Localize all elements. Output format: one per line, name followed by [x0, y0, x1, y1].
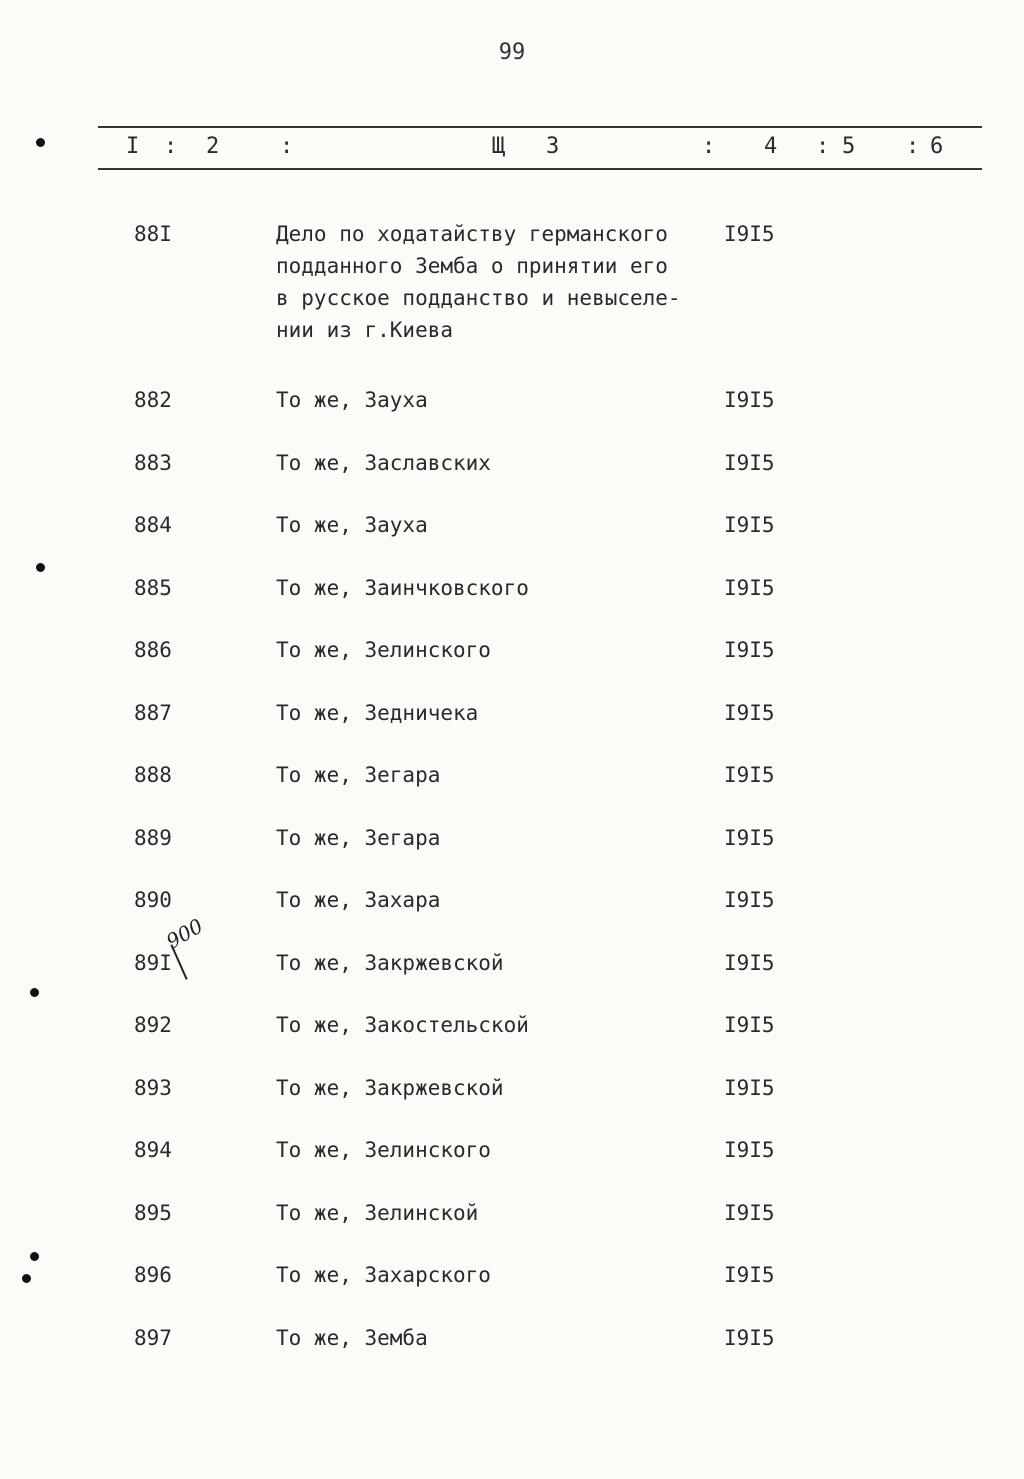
record-title: То же, Захарского — [276, 1263, 491, 1287]
record-title: То же, Зауха — [276, 513, 428, 537]
record-year: I9I5 — [724, 825, 775, 850]
list-item — [0, 1009, 1024, 1072]
record-number: 89I — [134, 950, 172, 975]
list-item — [0, 447, 1024, 510]
record-number: 882 — [134, 388, 172, 412]
record-number: 889 — [134, 825, 172, 850]
header-col3-prefix: Щ — [492, 134, 506, 159]
header-sep: : — [280, 134, 294, 159]
record-title: То же, Зелинской — [276, 1200, 479, 1225]
record-title: То же, Зедничека — [276, 700, 479, 725]
header-col1: I — [126, 134, 140, 159]
record-year: I9I5 — [724, 1200, 775, 1225]
record-year: I9I5 — [724, 1013, 775, 1037]
record-number: 893 — [134, 1075, 172, 1100]
header-top-rule — [98, 126, 982, 128]
record-title: То же, Закостельской — [276, 1013, 529, 1037]
list-item — [0, 1072, 1024, 1135]
record-number: 895 — [134, 1200, 172, 1225]
record-number: 894 — [134, 1138, 172, 1162]
record-title: То же, Зауха — [276, 388, 428, 412]
record-number: 886 — [134, 638, 172, 662]
record-year: I9I5 — [724, 1075, 775, 1100]
list-item — [0, 1259, 1024, 1322]
list-item — [0, 634, 1024, 697]
list-item — [0, 697, 1024, 760]
record-year: I9I5 — [724, 1263, 775, 1287]
record-year: I9I5 — [724, 388, 775, 412]
record-title: То же, Закржевской — [276, 950, 504, 975]
record-title: Дело по ходатайству германского подданного Земба о принятии его в русское подданство и невыселе- нии из г.Киева — [276, 222, 681, 342]
record-number: 892 — [134, 1013, 172, 1037]
header-bottom-rule — [98, 168, 982, 170]
header-sep: : — [816, 134, 830, 159]
list-item — [0, 913, 1024, 1010]
record-number: 887 — [134, 700, 172, 725]
page-number: 99 — [498, 40, 526, 65]
record-title: То же, Зелинского — [276, 638, 491, 662]
record-title: То же, Зегара — [276, 763, 441, 787]
record-year: I9I5 — [724, 575, 775, 600]
list-item — [0, 218, 1024, 384]
punch-hole — [30, 988, 39, 997]
header-col5: 5 — [842, 134, 856, 159]
punch-hole — [22, 1274, 31, 1283]
record-title: То же, Земба — [276, 1325, 428, 1350]
record-number: 897 — [134, 1325, 172, 1350]
record-year: I9I5 — [724, 1325, 775, 1350]
punch-hole — [30, 1252, 39, 1261]
list-item — [0, 384, 1024, 447]
record-year: I9I5 — [724, 763, 775, 787]
header-col3: 3 — [546, 134, 560, 159]
record-number: 883 — [134, 450, 172, 475]
punch-hole — [36, 138, 45, 147]
record-number: 888 — [134, 763, 172, 787]
record-number: 884 — [134, 513, 172, 537]
record-year: I9I5 — [724, 888, 775, 912]
list-item — [0, 509, 1024, 572]
list-item — [0, 884, 1024, 947]
header-sep: : — [906, 134, 920, 159]
list-item — [0, 1134, 1024, 1197]
record-year: I9I5 — [724, 700, 775, 725]
record-number: 88I — [134, 222, 172, 246]
handwritten-annotation: 900 — [162, 913, 208, 954]
record-title: То же, Зелинского — [276, 1138, 491, 1162]
record-year: I9I5 — [724, 222, 775, 246]
list-item — [0, 1197, 1024, 1260]
record-year: I9I5 — [724, 950, 775, 975]
record-year: I9I5 — [724, 638, 775, 662]
record-year: I9I5 — [724, 450, 775, 475]
table-header — [98, 134, 982, 164]
record-year: I9I5 — [724, 513, 775, 537]
record-number: 885 — [134, 575, 172, 600]
punch-hole — [36, 563, 45, 572]
header-col6: 6 — [930, 134, 944, 159]
record-title: То же, Заславских — [276, 450, 491, 475]
record-title: То же, Зегара — [276, 825, 441, 850]
record-number: 890 — [134, 888, 172, 912]
list-item — [0, 1322, 1024, 1385]
list-item — [0, 572, 1024, 635]
record-number: 896 — [134, 1263, 172, 1287]
record-title: То же, Захара — [276, 888, 441, 912]
header-col4: 4 — [764, 134, 778, 159]
record-list — [0, 218, 1024, 1384]
list-item — [0, 759, 1024, 822]
record-title: То же, Закржевской — [276, 1075, 504, 1100]
header-col2: 2 — [206, 134, 220, 159]
header-sep: : — [164, 134, 178, 159]
record-title: То же, Заинчковского — [276, 575, 529, 600]
header-sep: : — [702, 134, 716, 159]
list-item — [0, 822, 1024, 885]
record-year: I9I5 — [724, 1138, 775, 1162]
